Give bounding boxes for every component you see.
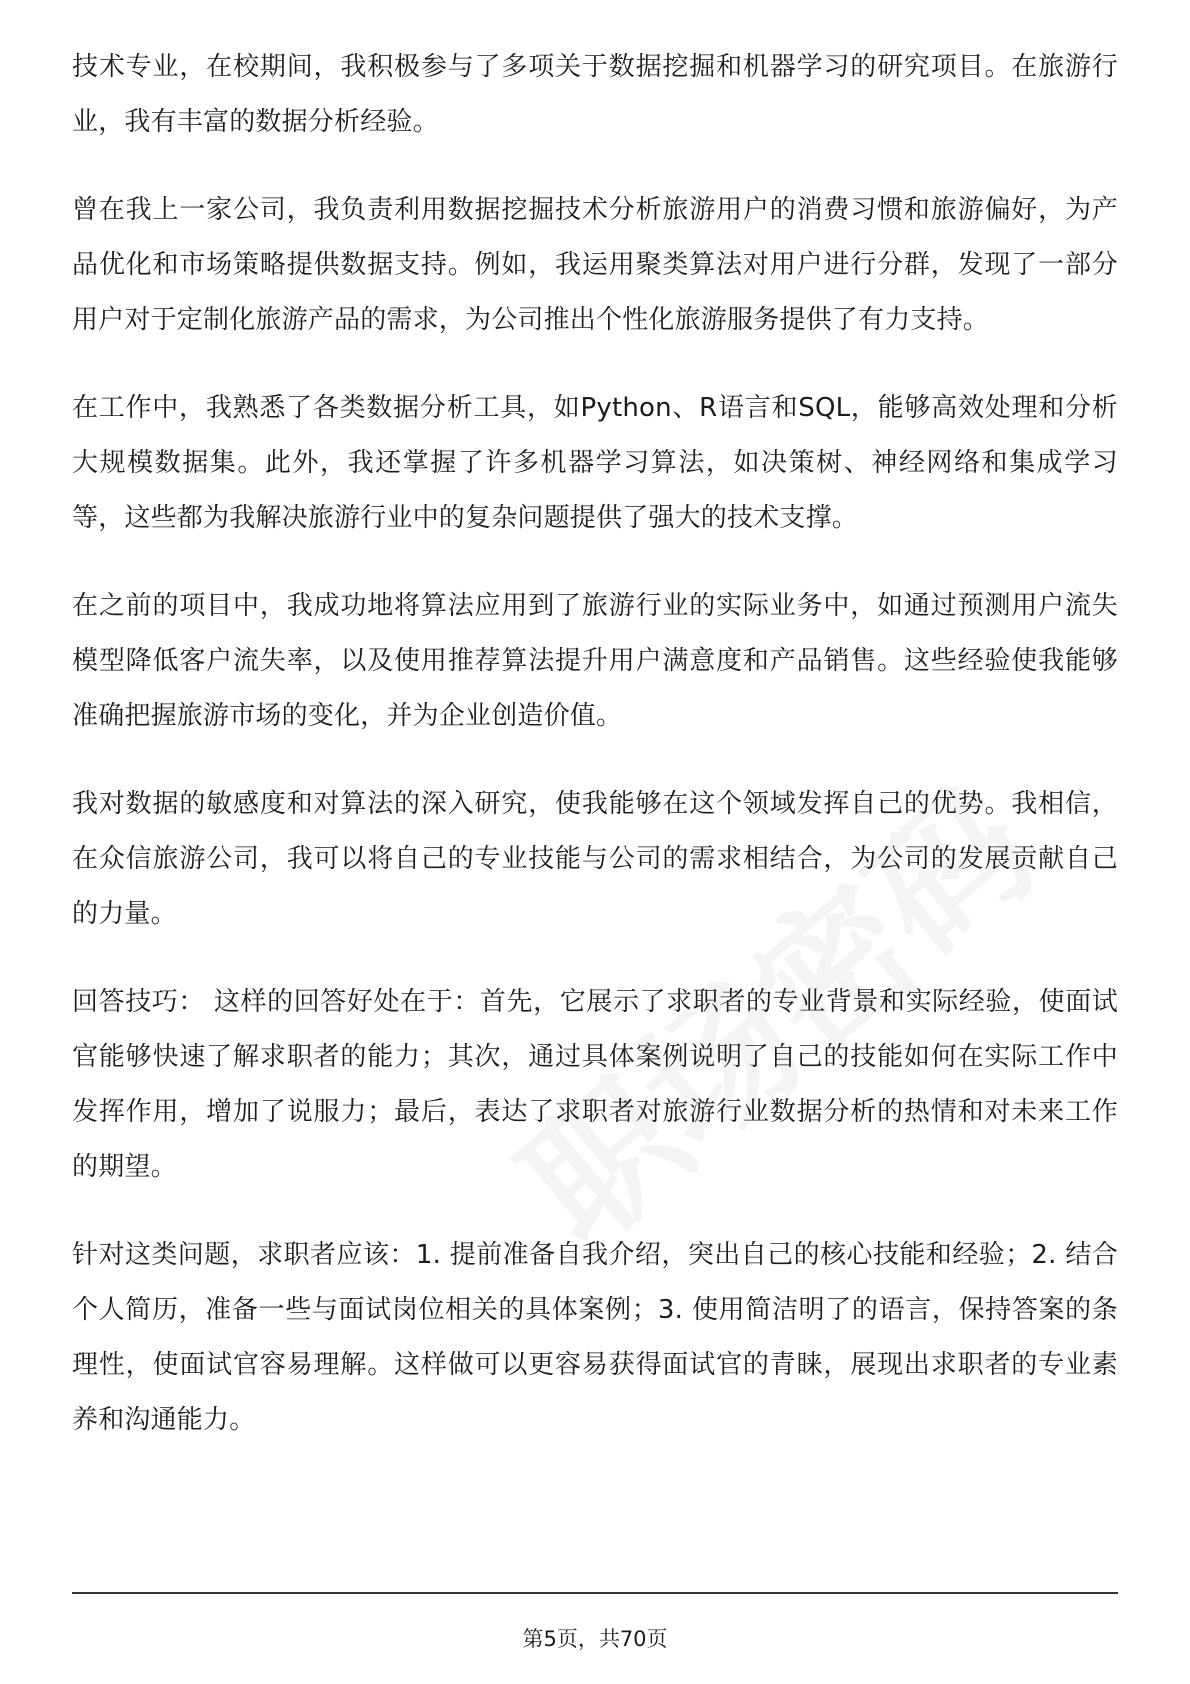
paragraph-2: 曾在我上一家公司，我负责利用数据挖掘技术分析旅游用户的消费习惯和旅游偏好，为产品优化和市场策略提供数据支持。例如，我运用聚类算法对用户进行分群，发现了一部分用户对于定制化旅游产品的需求，为公司推出个性化旅游服务提供了有力支持。 <box>72 195 1118 335</box>
paragraph-1: 技术专业，在校期间，我积极参与了多项关于数据挖掘和机器学习的研究项目。在旅游行业，我有丰富的数据分析经验。 <box>72 52 1118 137</box>
paragraph-3: 在工作中，我熟悉了各类数据分析工具，如Python、R语言和SQL，能够高效处理和分析大规模数据集。此外，我还掌握了许多机器学习算法，如决策树、神经网络和集成学习等，这些都为我解决旅游行业中的复杂问题提供了强大的技术支撑。 <box>72 393 1118 533</box>
paragraph-4: 在之前的项目中，我成功地将算法应用到了旅游行业的实际业务中，如通过预测用户流失模型降低客户流失率，以及使用推荐算法提升用户满意度和产品销售。这些经验使我能够准确把握旅游市场的变化，并为企业创造价值。 <box>72 591 1118 731</box>
footer-divider <box>72 1592 1118 1594</box>
advice-paragraph: 针对这类问题，求职者应该：1. 提前准备自我介绍，突出自己的核心技能和经验；2. 结合个人简历，准备一些与面试岗位相关的具体案例；3. 使用简洁明了的语言，保持答案的条理性，使面试官容易理解。这样做可以更容易获得面试官的青睐，展现出求职者的专业素养和沟通能力。 <box>72 1240 1118 1435</box>
page-number: 第5页，共70页 <box>522 1627 668 1651</box>
document-body <box>72 40 1118 1481</box>
paragraph-5: 我对数据的敏感度和对算法的深入研究，使我能够在这个领域发挥自己的优势。我相信，在众信旅游公司，我可以将自己的专业技能与公司的需求相结合，为公司的发展贡献自己的力量。 <box>72 789 1118 929</box>
answer-tips-paragraph: 回答技巧： 这样的回答好处在于：首先，它展示了求职者的专业背景和实际经验，使面试官能够快速了解求职者的能力；其次，通过具体案例说明了自己的技能如何在实际工作中发挥作用，增加了说服力；最后，表达了求职者对旅游行业数据分析的热情和对未来工作的期望。 <box>72 987 1118 1182</box>
